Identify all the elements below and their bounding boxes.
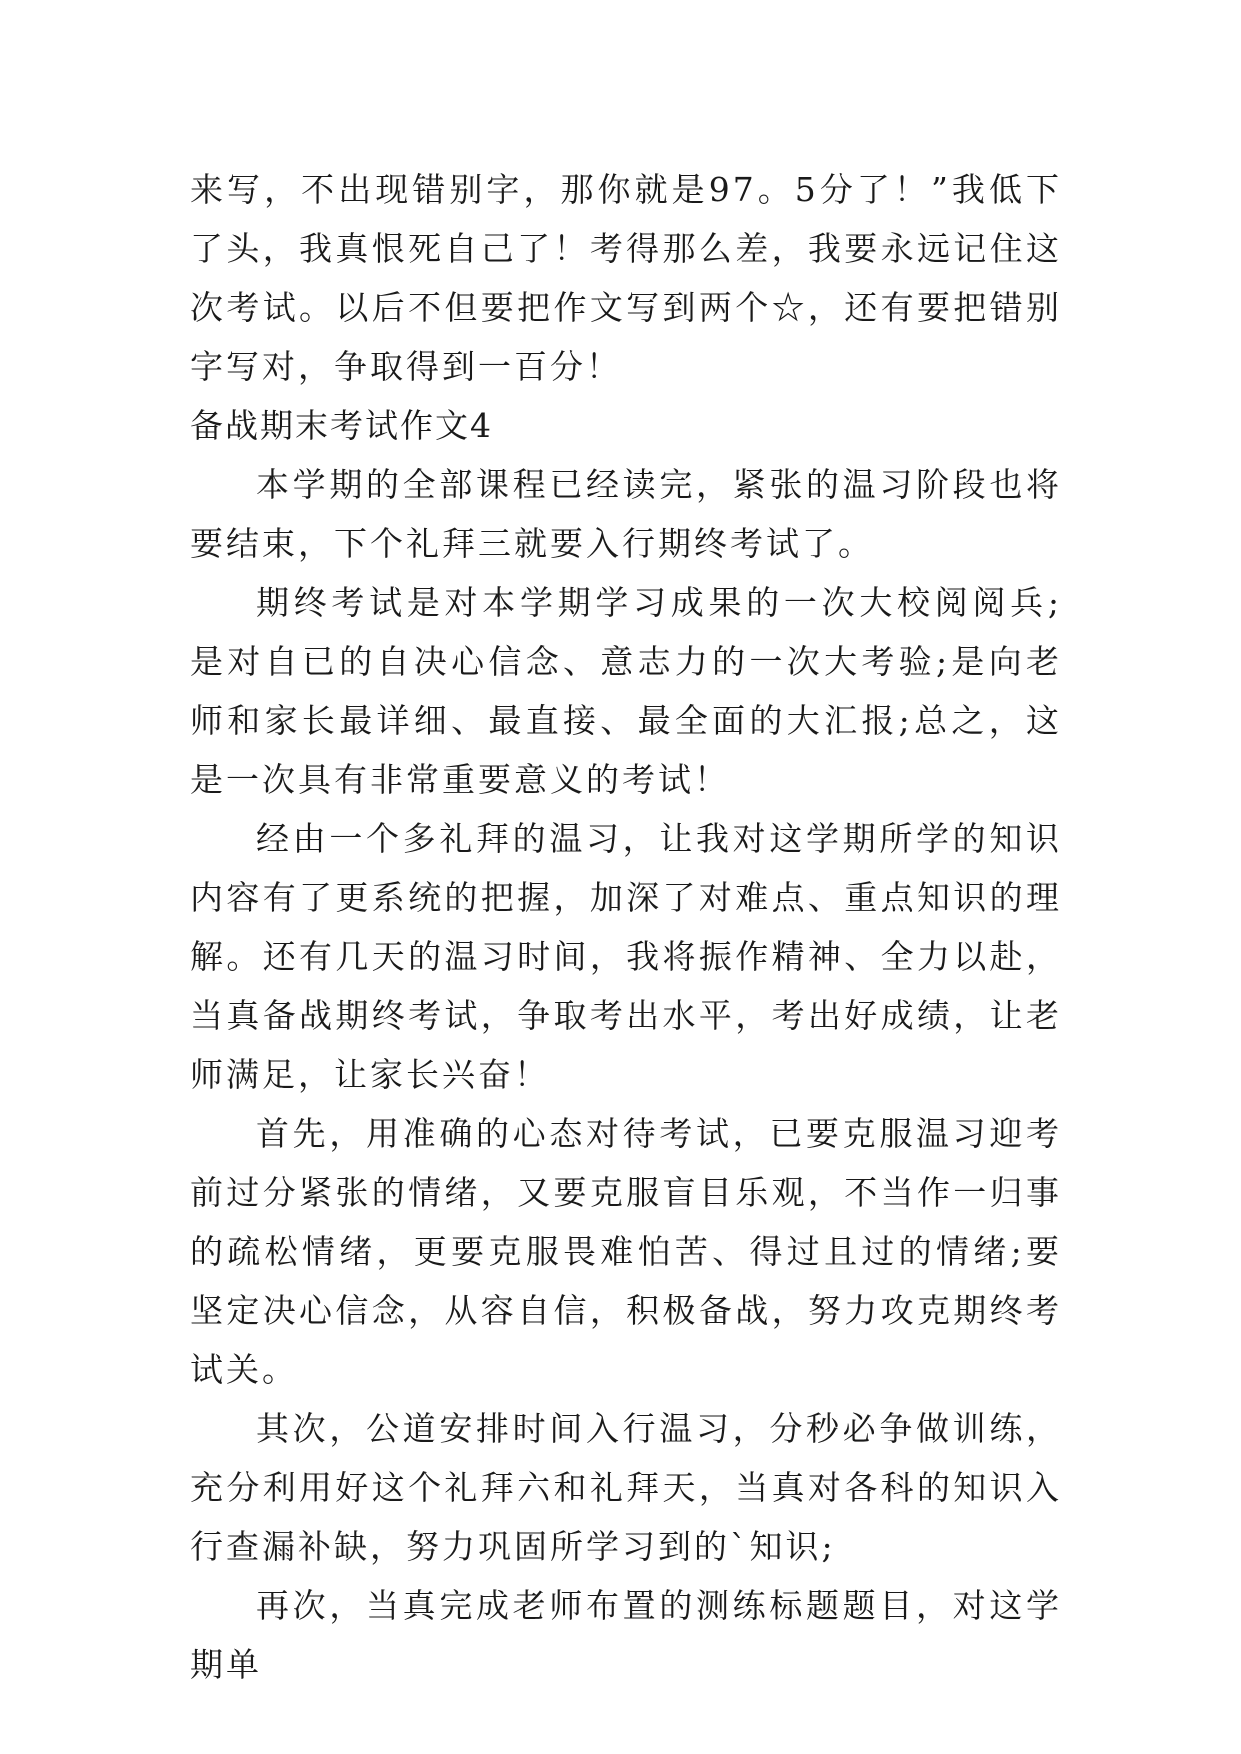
paragraph-continuation: 来写，不出现错别字，那你就是97。5分了！”我低下了头，我真恨死自己了！考得那么差，我要永远记住这次考试。以后不但要把作文写到两个☆，还有要把错别字写对，争取得到一百分！ <box>190 170 1062 386</box>
essay-body <box>190 160 1062 1694</box>
paragraph: 期终考试是对本学期学习成果的一次大校阅阅兵;是对自已的自决心信念、意志力的一次大考验;是向老师和家长最详细、最直接、最全面的大汇报;总之，这是一次具有非常重要意义的考试！ <box>190 583 1062 799</box>
paragraph: 本学期的全部课程已经读完，紧张的温习阶段也将要结束，下个礼拜三就要入行期终考试了。 <box>190 465 1062 563</box>
paragraph-truncated: 再次，当真完成老师布置的测练标题题目，对这学期单 <box>190 1586 1062 1684</box>
paragraph: 首先，用准确的心态对待考试，已要克服温习迎考前过分紧张的情绪，又要克服盲目乐观，不当作一归事的疏松情绪，更要克服畏难怕苦、得过且过的情绪;要坚定决心信念，从容自信，积极备战，努力攻克期终考试关。 <box>190 1114 1062 1389</box>
paragraph: 经由一个多礼拜的温习，让我对这学期所学的知识内容有了更系统的把握，加深了对难点、重点知识的理解。还有几天的温习时间，我将振作精神、全力以赴，当真备战期终考试，争取考出水平，考出好成绩，让老师满足，让家长兴奋！ <box>190 819 1062 1094</box>
essay-title: 备战期末考试作文4 <box>190 406 493 445</box>
paragraph: 其次，公道安排时间入行温习，分秒必争做训练，充分利用好这个礼拜六和礼拜天，当真对各科的知识入行查漏补缺，努力巩固所学习到的`知识; <box>190 1409 1062 1566</box>
